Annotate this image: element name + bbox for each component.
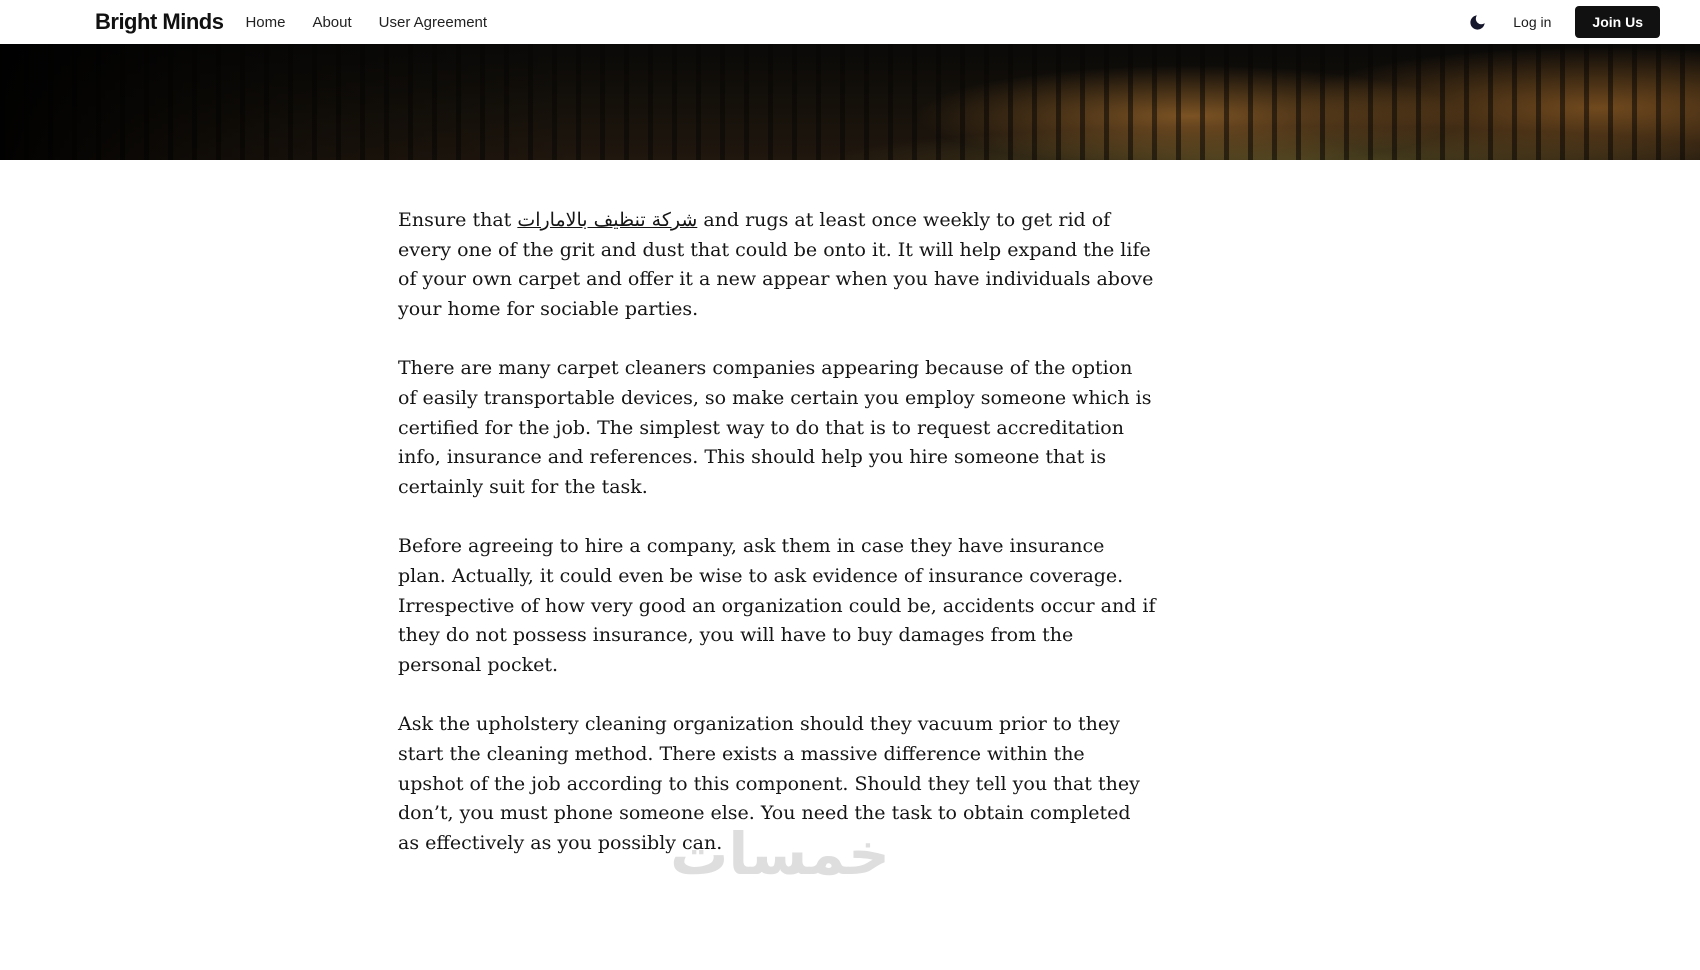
paragraph-1-prefix: Ensure that <box>398 209 518 231</box>
nav-item-about[interactable]: About <box>312 13 352 31</box>
arabic-company-link[interactable]: شركة تنظيف بالامارات <box>517 209 698 231</box>
hero-forest-image <box>0 44 1700 160</box>
khamsat-watermark: خمسات <box>670 820 890 888</box>
paragraph-1-suffix: and rugs at least once weekly to get rid of every one of the grit and dust that could be onto it. It will help expand the life of your own carpet and offer it a new appear when you have individuals above your home for sociable parties. <box>398 209 1154 320</box>
nav-actions <box>1465 6 1660 38</box>
nav-item-user-agreement[interactable]: User Agreement <box>378 13 488 31</box>
dark-mode-toggle[interactable] <box>1465 10 1489 34</box>
paragraph-1 <box>398 206 1156 324</box>
paragraph-4: Ask the upholstery cleaning organization should they vacuum prior to they start the cleaning method. There exists a massive difference within the upshot of the job according to this component. Should they tell you that they don’t, you must phone someone else. You need the task to obtain completed as effectively as you possibly can. <box>398 713 1140 854</box>
top-nav <box>0 0 1700 44</box>
article-content <box>398 160 1156 858</box>
paragraph-2: There are many carpet cleaners companies appearing because of the option of easily transportable devices, so make certain you employ someone which is certified for the job. The simplest way to do that is to request accreditation info, insurance and references. This should help you hire someone that is certainly suit for the task. <box>398 357 1152 498</box>
main-nav <box>245 14 487 31</box>
paragraph-3: Before agreeing to hire a company, ask them in case they have insurance plan. Actually, it could even be wise to ask evidence of insurance coverage. Irrespective of how very good an organization could be, accidents occur and if they do not possess insurance, you will have to buy damages from the personal pocket. <box>398 535 1156 676</box>
moon-icon <box>1468 13 1487 32</box>
brand-logo[interactable]: Bright Minds <box>95 9 224 34</box>
login-link[interactable]: Log in <box>1513 14 1552 30</box>
nav-item-home[interactable]: Home <box>245 13 286 31</box>
join-us-button[interactable]: Join Us <box>1575 6 1660 38</box>
